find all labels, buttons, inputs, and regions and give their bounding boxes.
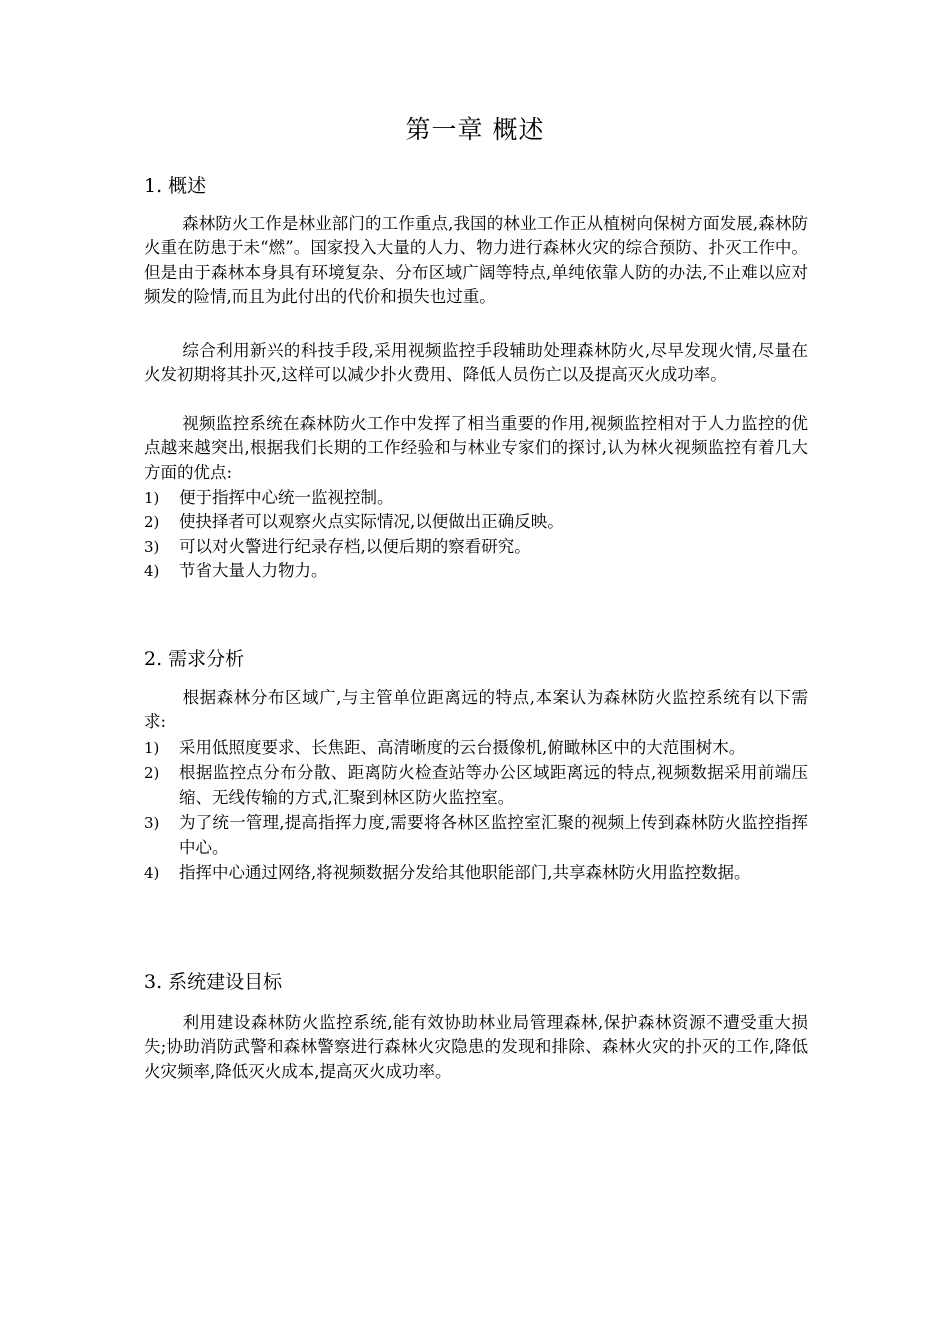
list-item	[144, 811, 808, 860]
list-item-text: 便于指挥中心统一监视控制。	[179, 488, 394, 507]
list-item-number: 4)	[144, 864, 160, 883]
list-item-text: 可以对火警进行纪录存档,以便后期的察看研究。	[179, 536, 531, 556]
requirements-list	[144, 736, 808, 886]
paragraph-text: 根据森林分布区域广,与主管单位距离远的特点,本案认为森林防火监控系统有以下需求:	[144, 688, 808, 732]
list-item-text: 为了统一管理,提高指挥力度,需要将各林区监控室汇聚的视频上传到森林防火监控指挥中心。	[179, 813, 808, 857]
list-item-text: 使抉择者可以观察火点实际情况,以便做出正确反映。	[179, 512, 564, 532]
list-item-number: 2)	[144, 513, 160, 532]
list-item-number: 4)	[144, 562, 160, 581]
list-item-number: 3)	[144, 537, 160, 556]
list-item-text: 根据监控点分布分散、距离防火检查站等办公区域距离远的特点,视频数据采用前端压缩、无线传输的方式,汇聚到林区防火监控室。	[179, 763, 808, 807]
list-item	[144, 736, 808, 760]
list-item	[144, 486, 808, 510]
list-item	[144, 510, 808, 534]
paragraph	[144, 1011, 808, 1084]
list-item	[144, 559, 808, 583]
section-heading-requirements: 2. 需求分析	[144, 648, 245, 670]
paragraph	[144, 412, 808, 485]
list-item-text: 指挥中心通过网络,将视频数据分发给其他职能部门,共享森林防火用监控数据。	[179, 863, 751, 883]
list-item-text: 节省大量人力物力。	[179, 561, 328, 581]
paragraph	[144, 339, 808, 388]
list-item-number: 1)	[144, 489, 160, 507]
paragraph-text: 综合利用新兴的科技手段,采用视频监控手段辅助处理森林防火,尽早发现火情,尽量在火发初期将其扑灭,这样可以减少扑火费用、降低人员伤亡以及提高灭火成功率。	[144, 341, 808, 385]
paragraph-text: 森林防火工作是林业部门的工作重点,我国的林业工作正从植树向保树方面发展,森林防火重在防患于未“燃”。国家投入大量的人力、物力进行森林火灾的综合预防、扑灭工作中。但是由于森林本身具有环境复杂、分布区域广阔等特点,单纯依靠人防的办法,不止难以应对频发的险情,而且为此付出的代价和损失也过重。	[144, 214, 808, 307]
section-heading-goals: 3. 系统建设目标	[144, 971, 283, 993]
paragraph-text: 利用建设森林防火监控系统,能有效协助林业局管理森林,保护森林资源不遭受重大损失;协助消防武警和森林警察进行森林火灾隐患的发现和排除、森林火灾的扑灭的工作,降低火灾频率,降低灭火成本,提高灭火成功率。	[144, 1013, 808, 1081]
list-item-number: 3)	[144, 814, 160, 833]
list-item	[144, 535, 808, 559]
paragraph	[144, 686, 808, 735]
chapter-title: 第一章 概述	[405, 115, 545, 144]
paragraph	[144, 212, 808, 310]
list-item-number: 1)	[144, 739, 160, 757]
paragraph-text: 视频监控系统在森林防火工作中发挥了相当重要的作用,视频监控相对于人力监控的优点越来越突出,根据我们长期的工作经验和与林业专家们的探讨,认为林火视频监控有着几大方面的优点:	[144, 414, 808, 482]
list-item	[144, 861, 808, 885]
list-item-text: 采用低照度要求、长焦距、高清晰度的云台摄像机,俯瞰林区中的大范围树木。	[179, 738, 746, 757]
list-item-number: 2)	[144, 764, 160, 783]
advantages-list	[144, 486, 808, 584]
list-item	[144, 761, 808, 810]
section-heading-overview: 1. 概述	[144, 175, 207, 197]
